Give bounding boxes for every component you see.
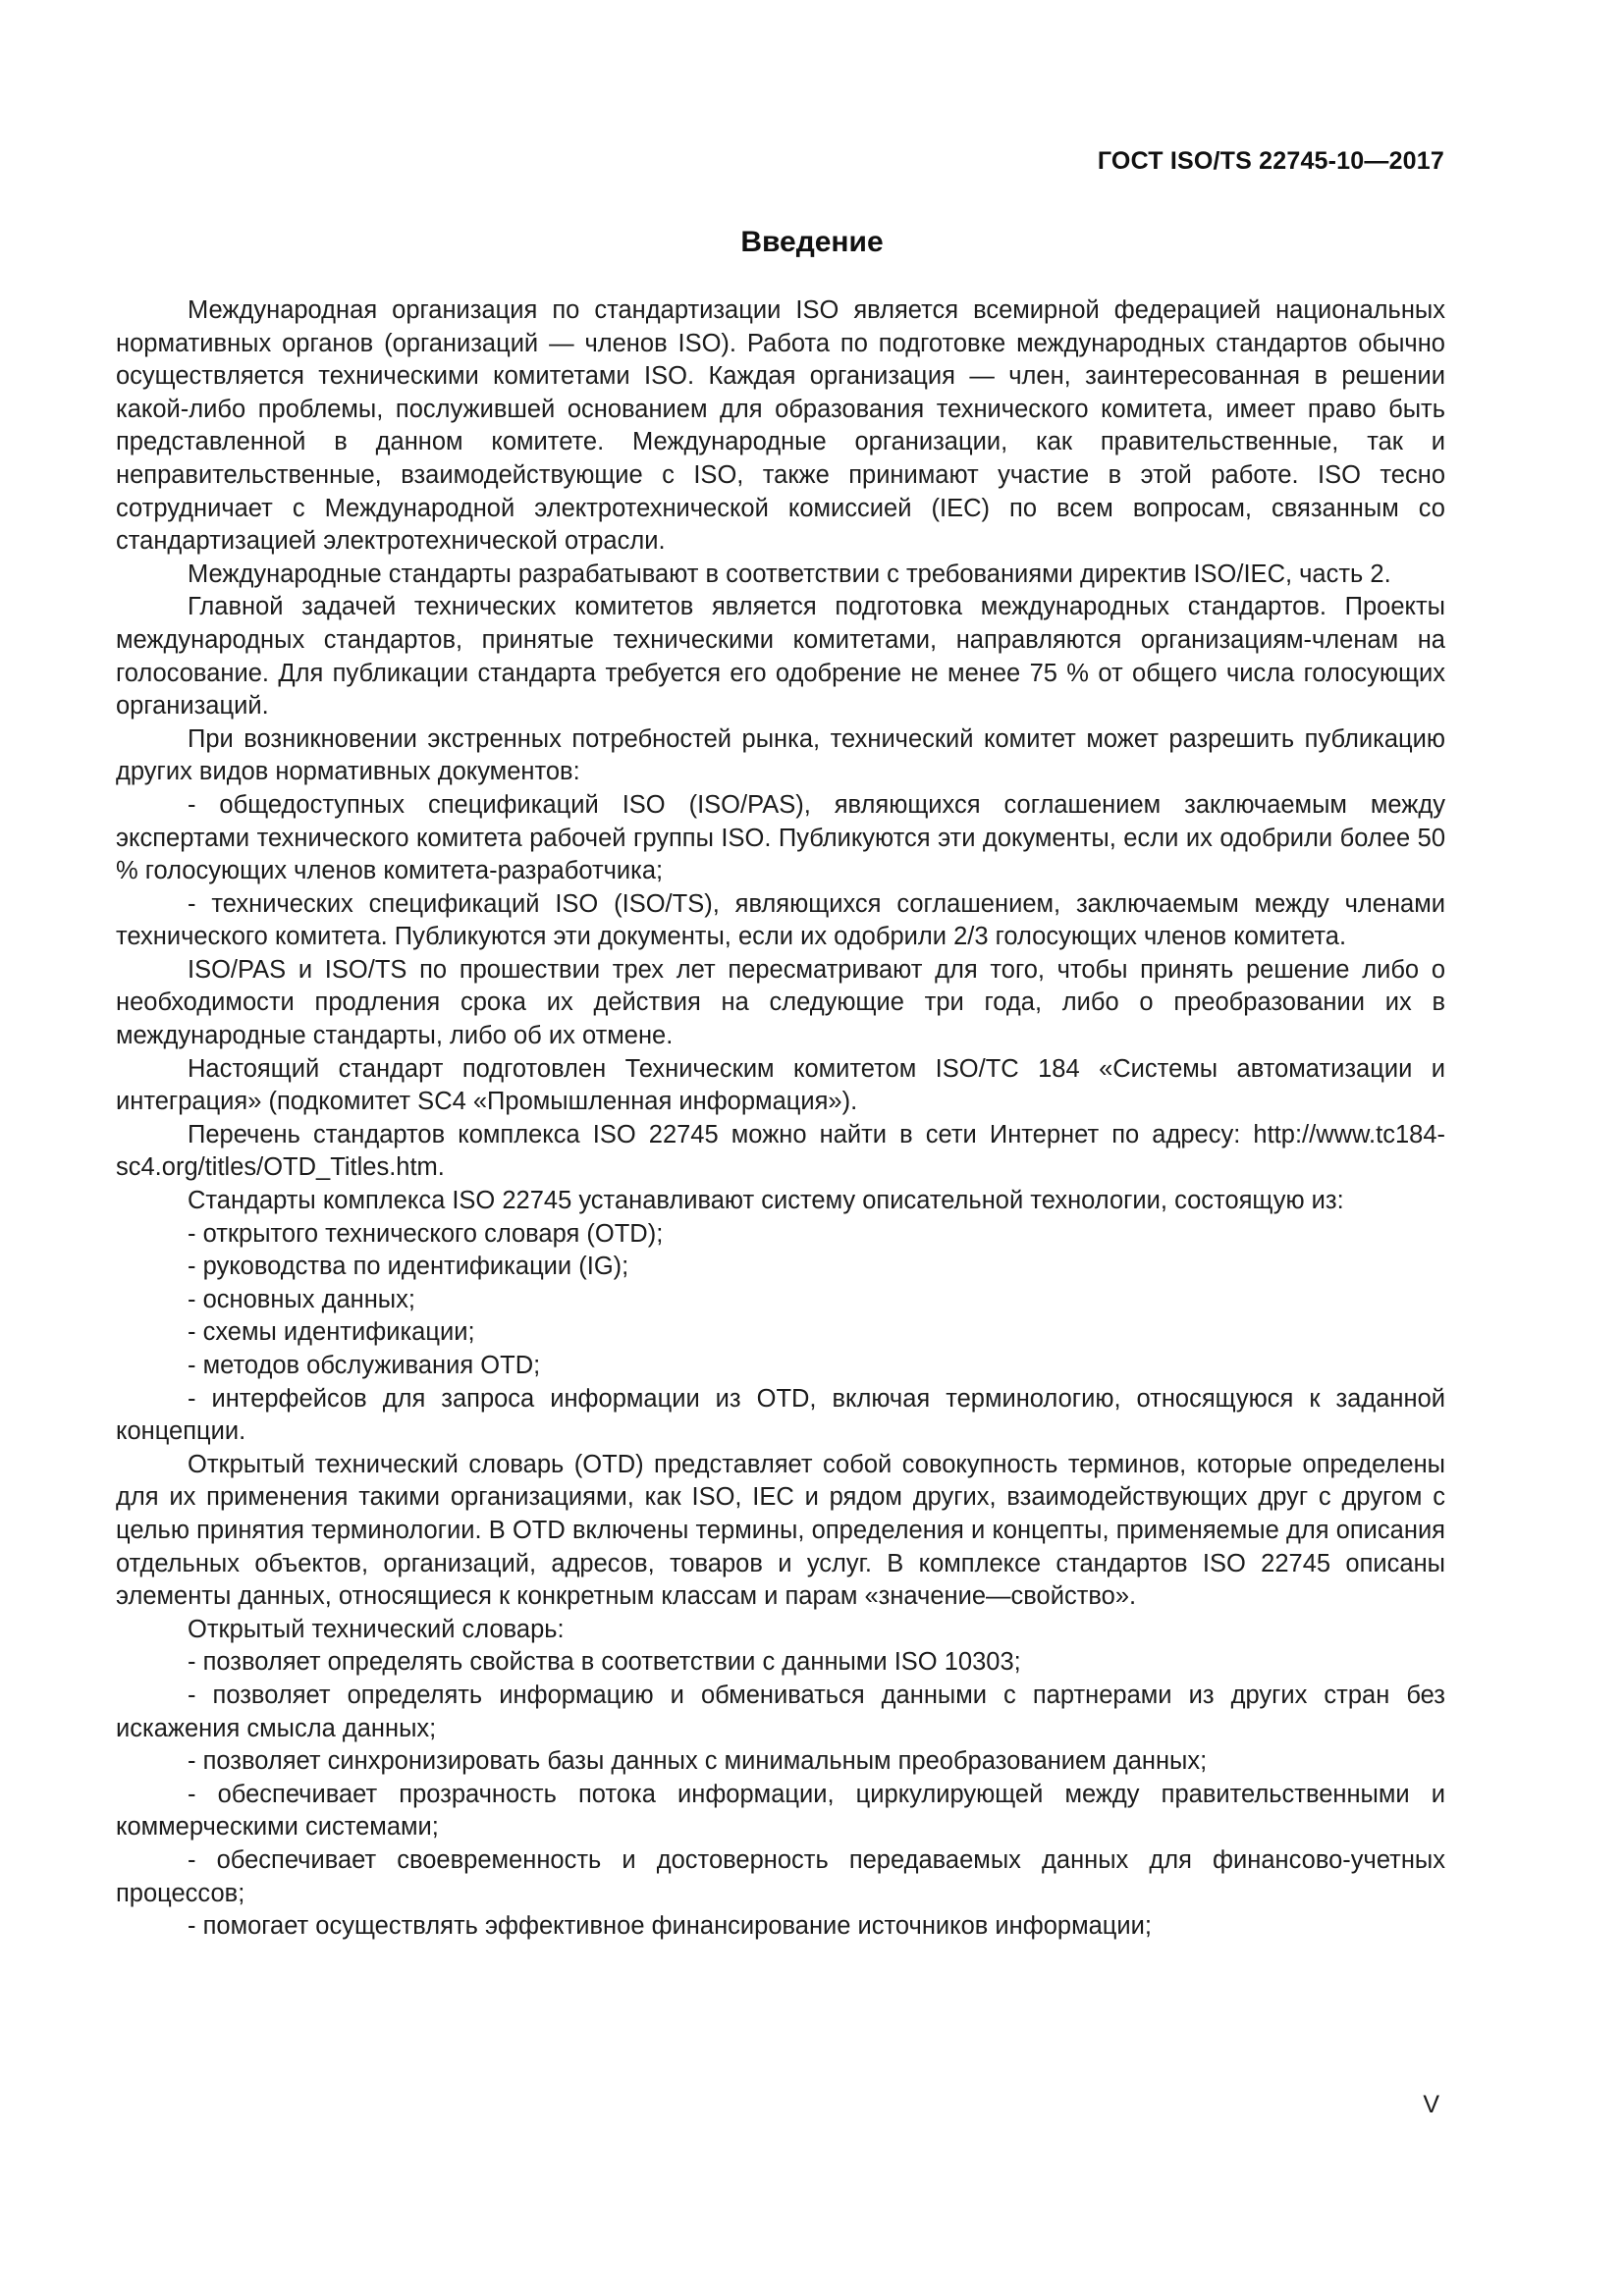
document-body bbox=[116, 294, 1445, 1944]
paragraph: Перечень стандартов комплекса ISO 22745 можно найти в сети Интернет по адресу: http://www.tc184-sc4.org/titles/OTD_Titles.htm. bbox=[116, 1120, 1445, 1182]
list-item: - открытого технического словаря (OTD); bbox=[188, 1219, 664, 1248]
list-item: - обеспечивает прозрачность потока информации, циркулирующей между правительственными и коммерческими системами; bbox=[116, 1780, 1445, 1842]
list-item: - основных данных; bbox=[188, 1285, 415, 1313]
list-item: - схемы идентификации; bbox=[188, 1318, 475, 1347]
document-code: ГОСТ ISO/TS 22745-10—2017 bbox=[1097, 147, 1444, 175]
paragraph: ISO/PAS и ISO/TS по прошествии трех лет пересматривают для того, чтобы принять решение либо о необходимости продления срока их действия на следующие три года, либо о преобразовании их в международные стандарты, либо об их отмене. bbox=[116, 955, 1445, 1050]
paragraph: Международная организация по стандартизации ISO является всемирной федерацией национальных нормативных органов (организаций — членов ISO). Работа по подготовке международных стандартов обычно осуществляется техническими комитетами ISO. Каждая организация — член, заинтересованная в решении какой-либо проблемы, послужившей основанием для образования технического комитета, имеет право быть представленной в данном комитете. Международные организации, как правительственные, так и неправительственные, взаимодействующие с ISO, также принимают участие в этой работе. ISO тесно сотрудничает с Международной электротехнической комиссией (IEC) по всем вопросам, связанным со стандартизацией электротехнической отрасли. bbox=[116, 296, 1445, 556]
paragraph: При возникновении экстренных потребностей рынка, технический комитет может разрешить публикацию других видов нормативных документов: bbox=[116, 724, 1445, 786]
paragraph: Главной задачей технических комитетов является подготовка международных стандартов. Проекты международных стандартов, принятые техническими комитетами, направляются организациям-членам на голосование. Для публикации стандарта требуется его одобрение не менее 75 % от общего числа голосующих организаций. bbox=[116, 593, 1445, 721]
list-item: - методов обслуживания OTD; bbox=[188, 1352, 541, 1379]
paragraph: Открытый технический словарь (OTD) представляет собой совокупность терминов, которые определены для их применения такими организациями, как ISO, IEC и рядом других, взаимодействующих друг с другом с целью принятия терминологии. В OTD включены термины, определения и концепты, применяемые для описания отдельных объектов, организаций, адресов, товаров и услуг. В комплексе стандартов ISO 22745 описаны элементы данных, относящиеся к конкретным классам и парам «значение—свойство». bbox=[116, 1450, 1445, 1611]
list-item: - интерфейсов для запроса информации из OTD, включая терминологию, относящуюся к заданной концепции. bbox=[116, 1384, 1445, 1446]
list-item: - позволяет определять информацию и обмениваться данными с партнерами из других стран без искажения смысла данных; bbox=[116, 1681, 1445, 1742]
list-item: - руководства по идентификации (IG); bbox=[188, 1253, 629, 1281]
paragraph: Стандарты комплекса ISO 22745 устанавливают систему описательной технологии, состоящую из: bbox=[188, 1187, 1344, 1215]
paragraph: Международные стандарты разрабатывают в соответствии с требованиями директив ISO/IEC, часть 2. bbox=[188, 560, 1391, 588]
section-title: Введение bbox=[740, 226, 884, 258]
list-item: - обеспечивает своевременность и достоверность передаваемых данных для финансово-учетных процессов; bbox=[116, 1845, 1445, 1907]
list-item: - общедоступных спецификаций ISO (ISO/PAS), являющихся соглашением заключаемым между экспертами технического комитета рабочей группы ISO. Публикуются эти документы, если их одобрили более 50 % голосующих членов комитета-разработчика; bbox=[116, 790, 1445, 885]
list-item: - позволяет определять свойства в соответствии с данными ISO 10303; bbox=[188, 1648, 1021, 1677]
paragraph: Открытый технический словарь: bbox=[188, 1615, 565, 1643]
list-item: - помогает осуществлять эффективное финансирование источников информации; bbox=[188, 1912, 1152, 1941]
paragraph: Настоящий стандарт подготовлен Техническим комитетом ISO/TC 184 «Системы автоматизации и интеграция» (подкомитет SC4 «Промышленная информация»). bbox=[116, 1054, 1445, 1116]
list-item: - позволяет синхронизировать базы данных с минимальным преобразованием данных; bbox=[188, 1747, 1208, 1776]
list-item: - технических спецификаций ISO (ISO/TS), являющихся соглашением, заключаемым между членами технического комитета. Публикуются эти документы, если их одобрили 2/3 голосующих членов комитета. bbox=[116, 889, 1445, 951]
page-number: V bbox=[1423, 2091, 1439, 2118]
